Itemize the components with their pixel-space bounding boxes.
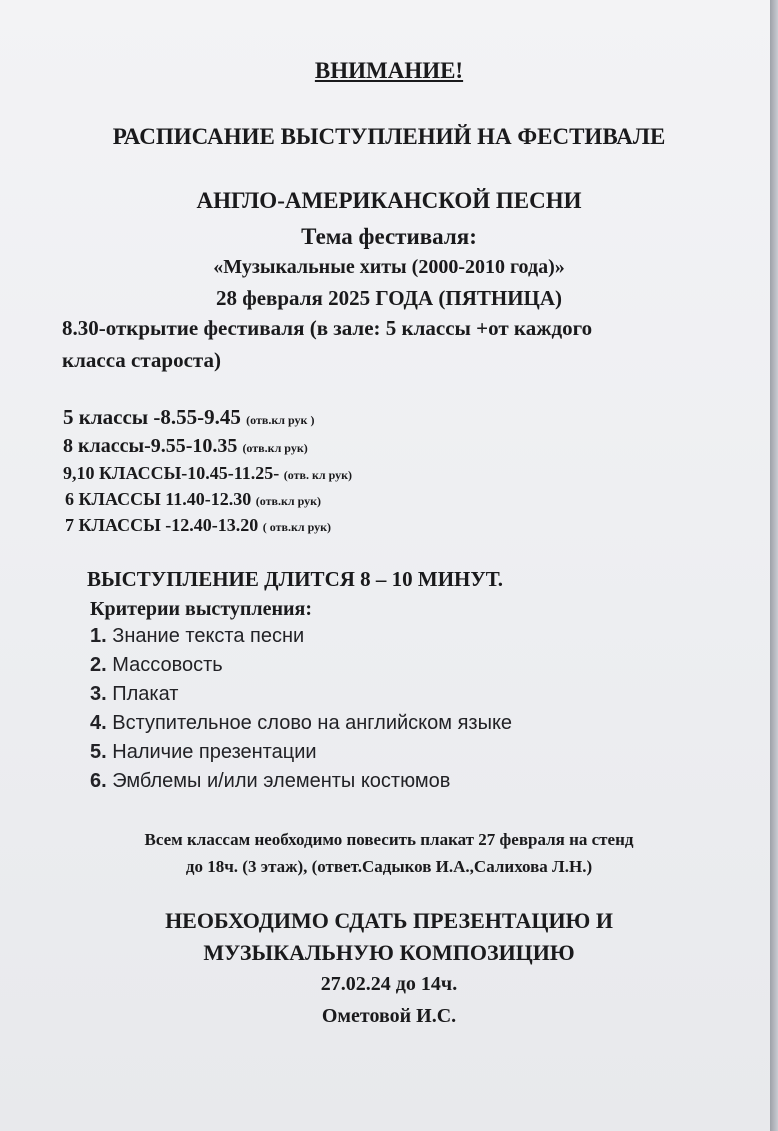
submit-line-1: НЕОБХОДИМО СДАТЬ ПРЕЗЕНТАЦИЮ И <box>165 908 613 933</box>
submit-line-2: МУЗЫКАЛЬНУЮ КОМПОЗИЦИЮ <box>203 940 575 965</box>
criteria-number: 3. <box>90 683 107 705</box>
criteria-item <box>90 741 317 764</box>
schedule-note: (отв.кл рук) <box>255 494 322 508</box>
criteria-text: Знание текста песни <box>112 625 305 647</box>
schedule-item <box>63 435 308 458</box>
criteria-number: 4. <box>90 712 107 734</box>
schedule-item <box>63 463 352 484</box>
festival-date: 28 февраля 2025 ГОДА (ПЯТНИЦА) <box>215 286 563 310</box>
theme-label: Тема фестиваля: <box>301 224 477 249</box>
attention-heading: ВНИМАНИЕ! <box>314 58 464 83</box>
schedule-time: 5 классы -8.55-9.45 <box>63 405 241 429</box>
criteria-text: Наличие презентации <box>112 741 317 763</box>
criteria-text: Массовость <box>112 654 223 676</box>
schedule-time: 8 классы-9.55-10.35 <box>63 435 238 457</box>
theme-value: «Музыкальные хиты (2000-2010 года)» <box>213 256 565 278</box>
schedule-time: 6 КЛАССЫ 11.40-12.30 <box>65 489 252 509</box>
criteria-item <box>90 712 512 735</box>
criteria-item <box>90 683 178 706</box>
criteria-item <box>90 625 304 648</box>
poster-note-line-1: Всем классам необходимо повесить плакат 27 февраля на стенд <box>144 830 634 849</box>
submit-deadline: 27.02.24 до 14ч. <box>320 973 458 995</box>
criteria-number: 6. <box>90 770 107 792</box>
criteria-number: 5. <box>90 741 107 763</box>
schedule-note: (отв.кл рук ) <box>246 413 315 427</box>
criteria-number: 2. <box>90 654 107 676</box>
title-line-2: АНГЛО-АМЕРИКАНСКОЙ ПЕСНИ <box>196 188 582 213</box>
schedule-note: ( отв.кл рук) <box>262 520 332 534</box>
schedule-time: 7 КЛАССЫ -12.40-13.20 <box>65 515 259 535</box>
criteria-text: Плакат <box>112 683 179 705</box>
submit-recipient: Ометовой И.С. <box>321 1005 457 1027</box>
schedule-item <box>65 489 321 510</box>
poster-note-line-2: до 18ч. (3 этаж), (ответ.Садыков И.А.,Салихова Л.Н.) <box>185 857 593 876</box>
criteria-text: Эмблемы и/или элементы костюмов <box>112 770 451 792</box>
criteria-number: 1. <box>90 625 107 647</box>
opening-line-2: класса староста) <box>62 348 221 372</box>
schedule-time: 9,10 КЛАССЫ-10.45-11.25- <box>63 463 280 483</box>
schedule-note: (отв.кл рук) <box>242 441 308 455</box>
opening-line-1: 8.30-открытие фестиваля (в зале: 5 классы +от каждого <box>62 316 593 340</box>
title-line-1: РАСПИСАНИЕ ВЫСТУПЛЕНИЙ НА ФЕСТИВАЛЕ <box>112 124 666 149</box>
schedule-item <box>65 515 331 536</box>
schedule-item <box>63 405 314 430</box>
criteria-title: Критерии выступления: <box>90 598 313 620</box>
criteria-text: Вступительное слово на английском языке <box>112 712 513 734</box>
criteria-item <box>90 770 450 793</box>
schedule-note: (отв. кл рук) <box>283 468 353 482</box>
duration-note: ВЫСТУПЛЕНИЕ ДЛИТСЯ 8 – 10 МИНУТ. <box>87 567 503 591</box>
criteria-item <box>90 654 223 677</box>
